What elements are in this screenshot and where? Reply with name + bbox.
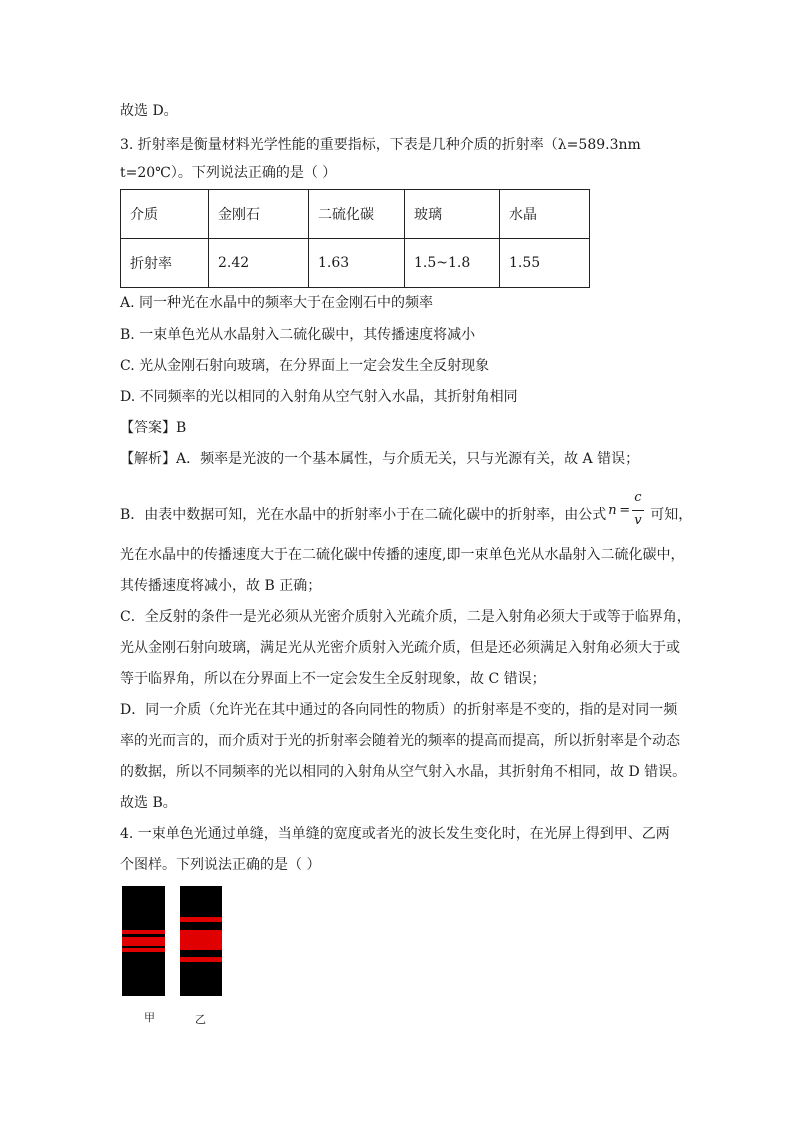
diffraction-pattern-yi (180, 886, 222, 996)
answer-line: 【答案】B (120, 420, 187, 436)
analysis-b-text: B．由表中数据可知，光在水晶中的折射率小于在二硫化碳中的折射率，由公式 (120, 507, 607, 523)
analysis-d-line-1: D．同一介质（允许光在其中通过的各向同性的物质）的折射率是不变的，指的是对同一频 (120, 702, 678, 718)
table-cell: 2.42 (209, 239, 309, 288)
label-jia: 甲 (144, 1011, 155, 1024)
fringe-central (180, 930, 222, 950)
formula-n: n (608, 503, 617, 518)
fringe-central (122, 937, 165, 946)
label-yi: 乙 (195, 1013, 206, 1026)
table-cell: 折射率 (121, 239, 209, 288)
analysis-b-line-1 (120, 490, 693, 530)
option-a: A. 同一种光在水晶中的频率大于在金刚石中的频率 (120, 295, 434, 311)
table-row (121, 239, 590, 288)
table-cell: 水晶 (500, 190, 590, 239)
table-cell: 介质 (121, 190, 209, 239)
table-cell: 金刚石 (209, 190, 309, 239)
fringe-outer-bottom (180, 957, 222, 962)
formula-numerator: c (634, 490, 642, 505)
question-4-stem-line-2: 个图样。下列说法正确的是（ ） (120, 857, 321, 873)
option-c: C. 光从金刚石射向玻璃，在分界面上一定会发生全反射现象 (120, 358, 490, 374)
diffraction-pattern-jia (122, 886, 165, 996)
formula-denominator: v (634, 513, 642, 528)
question-3-stem-line-2: t=20℃）。下列说法正确的是（ ） (120, 165, 337, 181)
table-cell: 二硫化碳 (309, 190, 405, 239)
question-4-stem-line-1: 4. 一束单色光通过单缝，当单缝的宽度或者光的波长发生变化时，在光屏上得到甲、乙两 (120, 826, 670, 842)
fringe-outer-top (122, 930, 165, 934)
table-cell: 1.63 (309, 239, 405, 288)
analysis-c-line-3: 等于临界角，所以在分界面上不一定会发生全反射现象，故 C 错误； (120, 671, 546, 687)
analysis-d-line-2: 率的光而言的，而介质对于光的折射率会随着光的频率的提高而提高，所以折射率是个动态 (120, 733, 680, 749)
option-d: D. 不同频率的光以相同的入射角从空气射入水晶，其折射角相同 (120, 389, 518, 405)
fringe-outer-bottom (122, 948, 165, 952)
choose-b-line: 故选 B。 (120, 795, 177, 811)
table-cell: 1.55 (500, 239, 590, 288)
table-row (121, 190, 590, 239)
table-cell: 1.5~1.8 (405, 239, 500, 288)
table-cell: 玻璃 (405, 190, 500, 239)
fringe-outer-top (180, 917, 222, 922)
question-3-stem-line-1: 3. 折射率是衡量材料光学性能的重要指标，下表是几种介质的折射率（λ=589.3nm (120, 137, 641, 153)
analysis-c-line-1: C．全反射的条件一是光必须从光密介质射入光疏介质，二是入射角必须大于或等于临界角， (120, 609, 691, 625)
analysis-d-line-3: 的数据，所以不同频率的光以相同的入射角从空气射入水晶，其折射角不相同，故 D 错误。 (120, 764, 687, 780)
previous-answer-conclusion: 故选 D。 (120, 103, 178, 119)
option-b: B. 一束单色光从水晶射入二硫化碳中，其传播速度将减小 (120, 327, 476, 343)
analysis-c-line-2: 光从金刚石射向玻璃，满足光从光密介质射入光疏介质，但是还必须满足入射角必须大于或 (120, 640, 680, 656)
refractive-index-table (120, 189, 590, 288)
analysis-b-line-3: 其传播速度将减小，故 B 正确； (120, 578, 322, 594)
refraction-formula (608, 490, 648, 530)
analysis-a: 【解析】A．频率是光波的一个基本属性，与介质无关，只与光源有关，故 A 错误； (120, 451, 640, 467)
formula-equals: = (619, 503, 631, 518)
analysis-b-line-2: 光在水晶中的传播速度大于在二硫化碳中传播的速度,即一束单色光从水晶射入二硫化碳中， (120, 547, 685, 563)
analysis-b-text-end: 可知， (650, 507, 693, 523)
